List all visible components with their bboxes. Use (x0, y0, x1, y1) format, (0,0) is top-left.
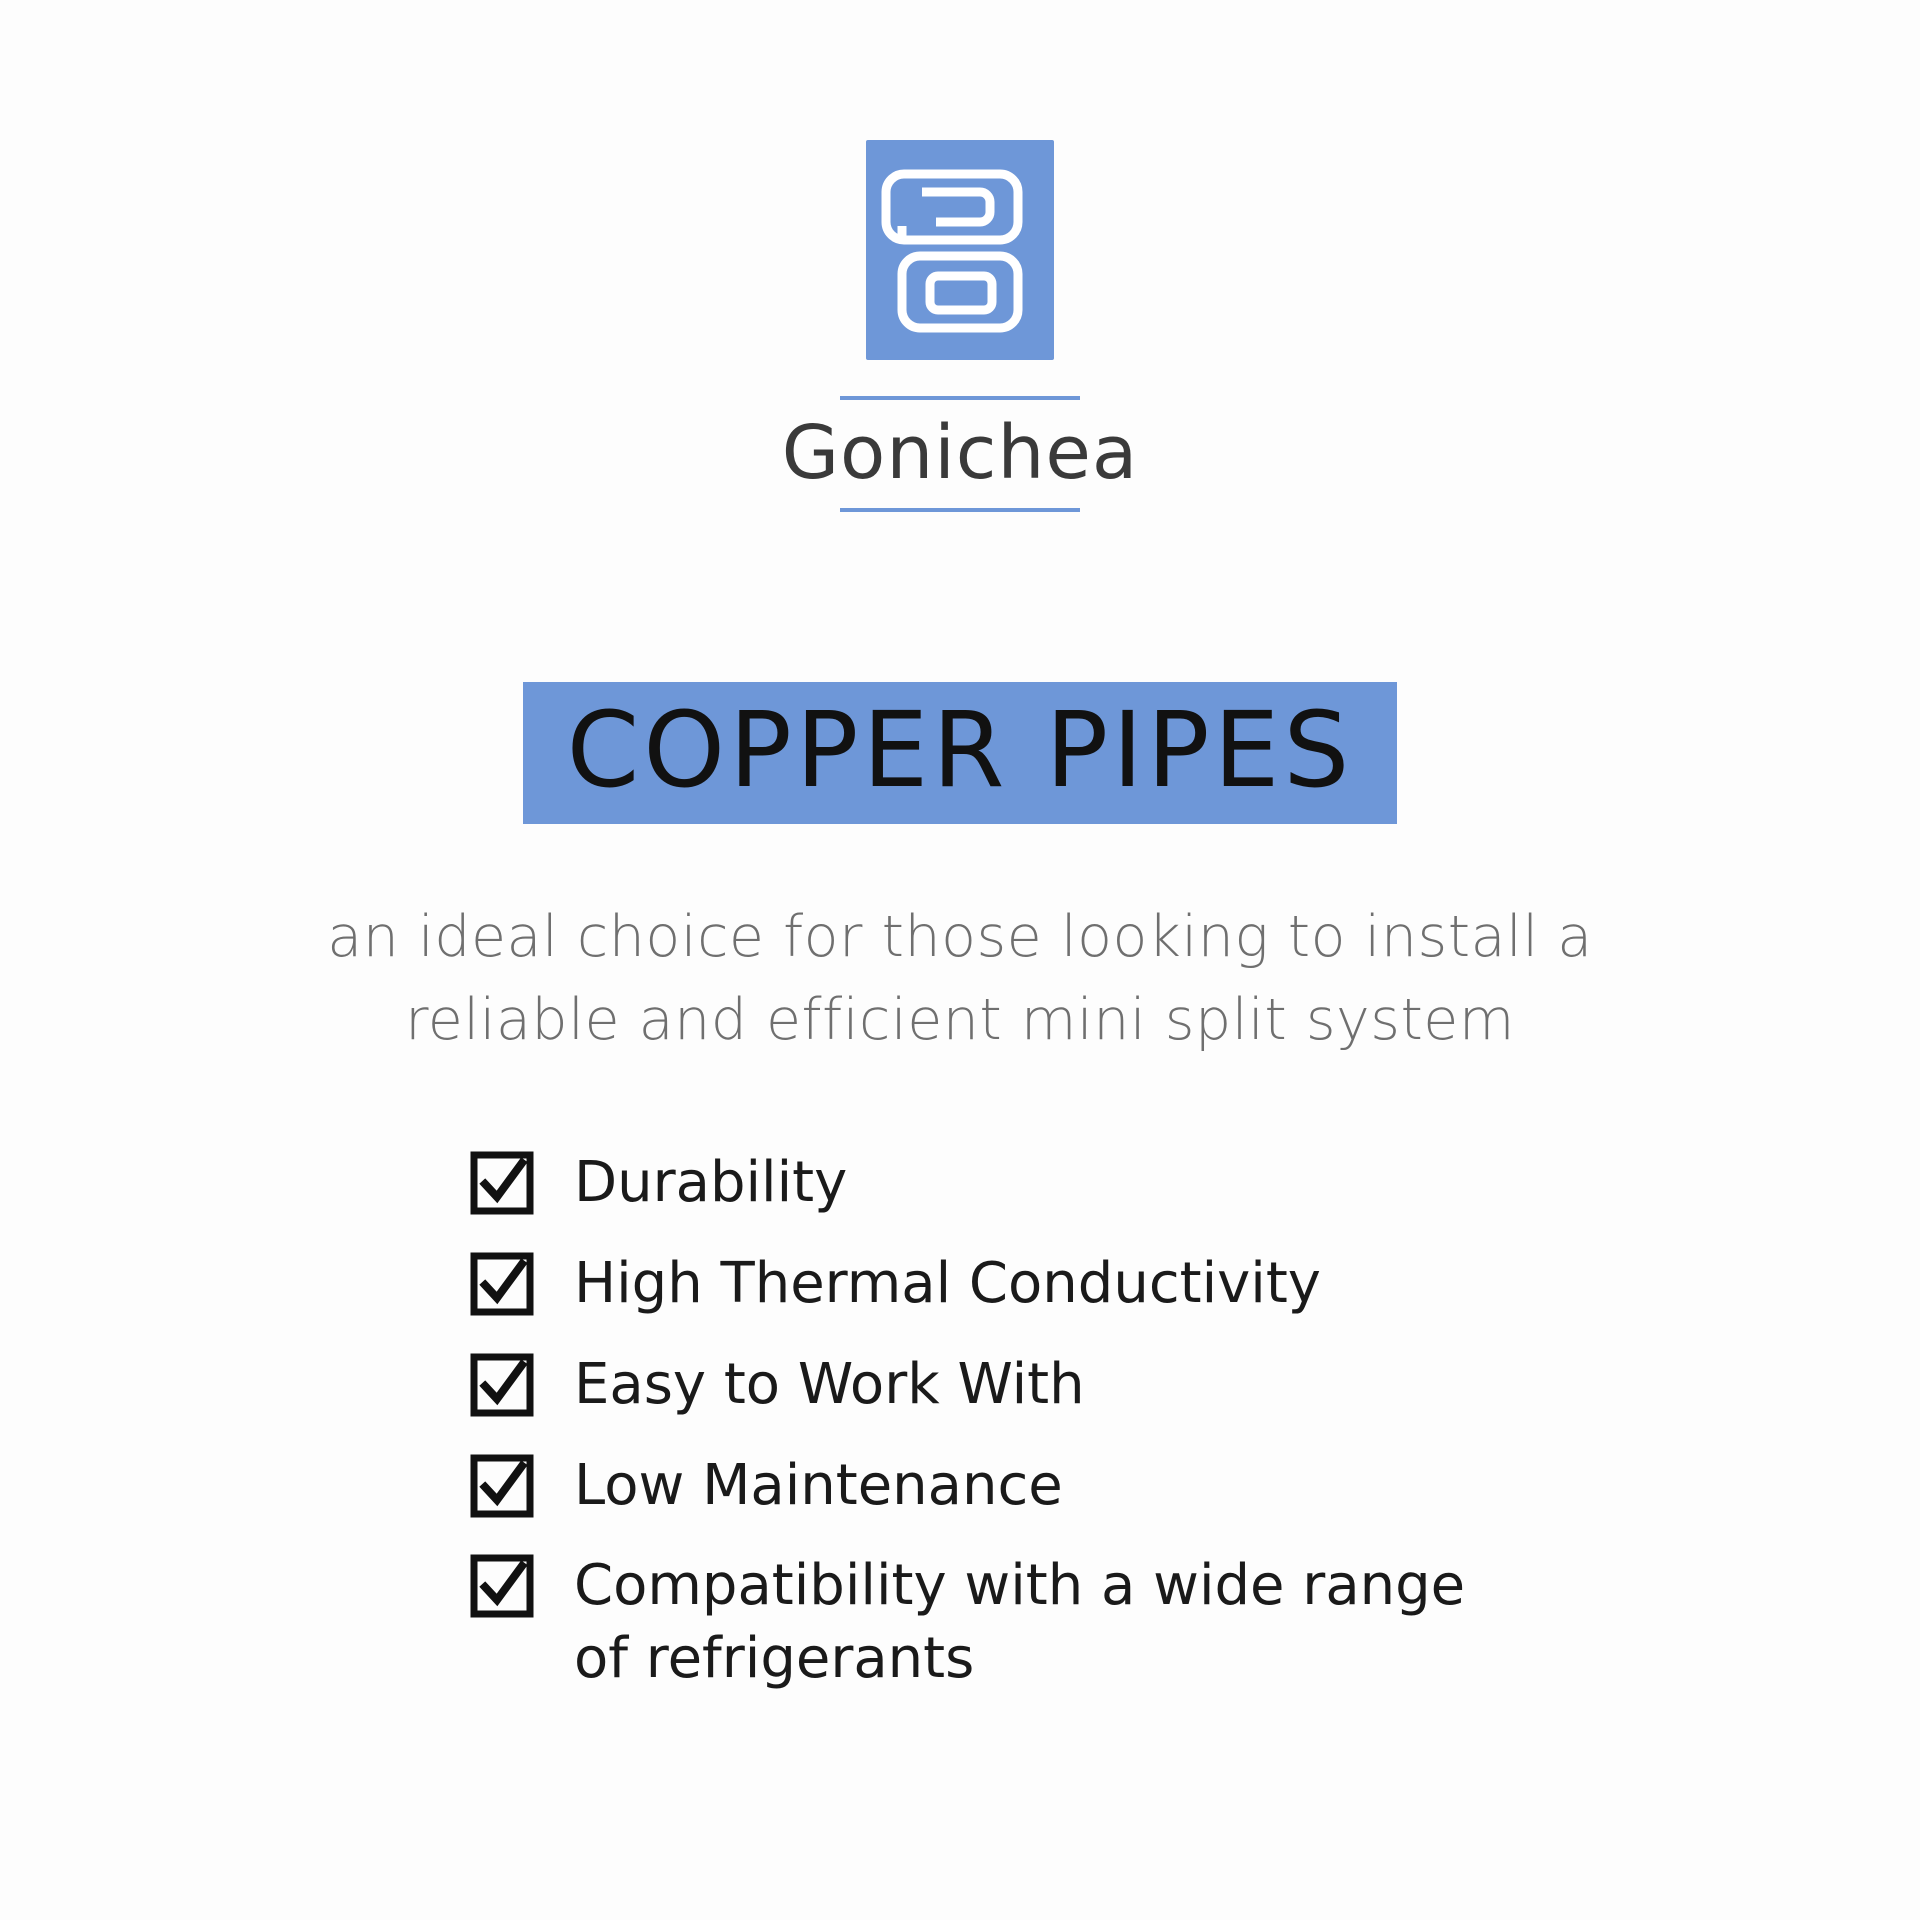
list-item (470, 1450, 1570, 1523)
page-title-banner (523, 682, 1398, 824)
logo-divider-bottom (840, 508, 1080, 512)
list-item (470, 1147, 1570, 1220)
checkbox-checked-icon (470, 1353, 534, 1417)
list-item (470, 1349, 1570, 1422)
stacked-rounded-rectangles-logo-icon (866, 140, 1054, 360)
brand-logo-block (782, 140, 1139, 512)
feature-label: Easy to Work With (574, 1351, 1085, 1417)
checkbox-checked-icon (470, 1252, 534, 1316)
feature-label: Compatibility with a wide range of refrigerants (574, 1553, 1466, 1692)
feature-label: High Thermal Conductivity (574, 1251, 1321, 1317)
feature-list (470, 1147, 1570, 1696)
list-item (470, 1550, 1570, 1696)
page-title: COPPER PIPES (566, 689, 1354, 811)
feature-label: Durability (574, 1150, 848, 1216)
feature-label: Low Maintenance (574, 1452, 1063, 1518)
checkbox-checked-icon (470, 1151, 534, 1215)
checkbox-checked-icon (470, 1454, 534, 1518)
brand-name: Gonichea (781, 410, 1139, 496)
checkbox-checked-icon (470, 1554, 534, 1618)
page-subtitle: an ideal choice for those looking to install a reliable and efficient mini split system (327, 904, 1593, 1053)
list-item (470, 1248, 1570, 1321)
